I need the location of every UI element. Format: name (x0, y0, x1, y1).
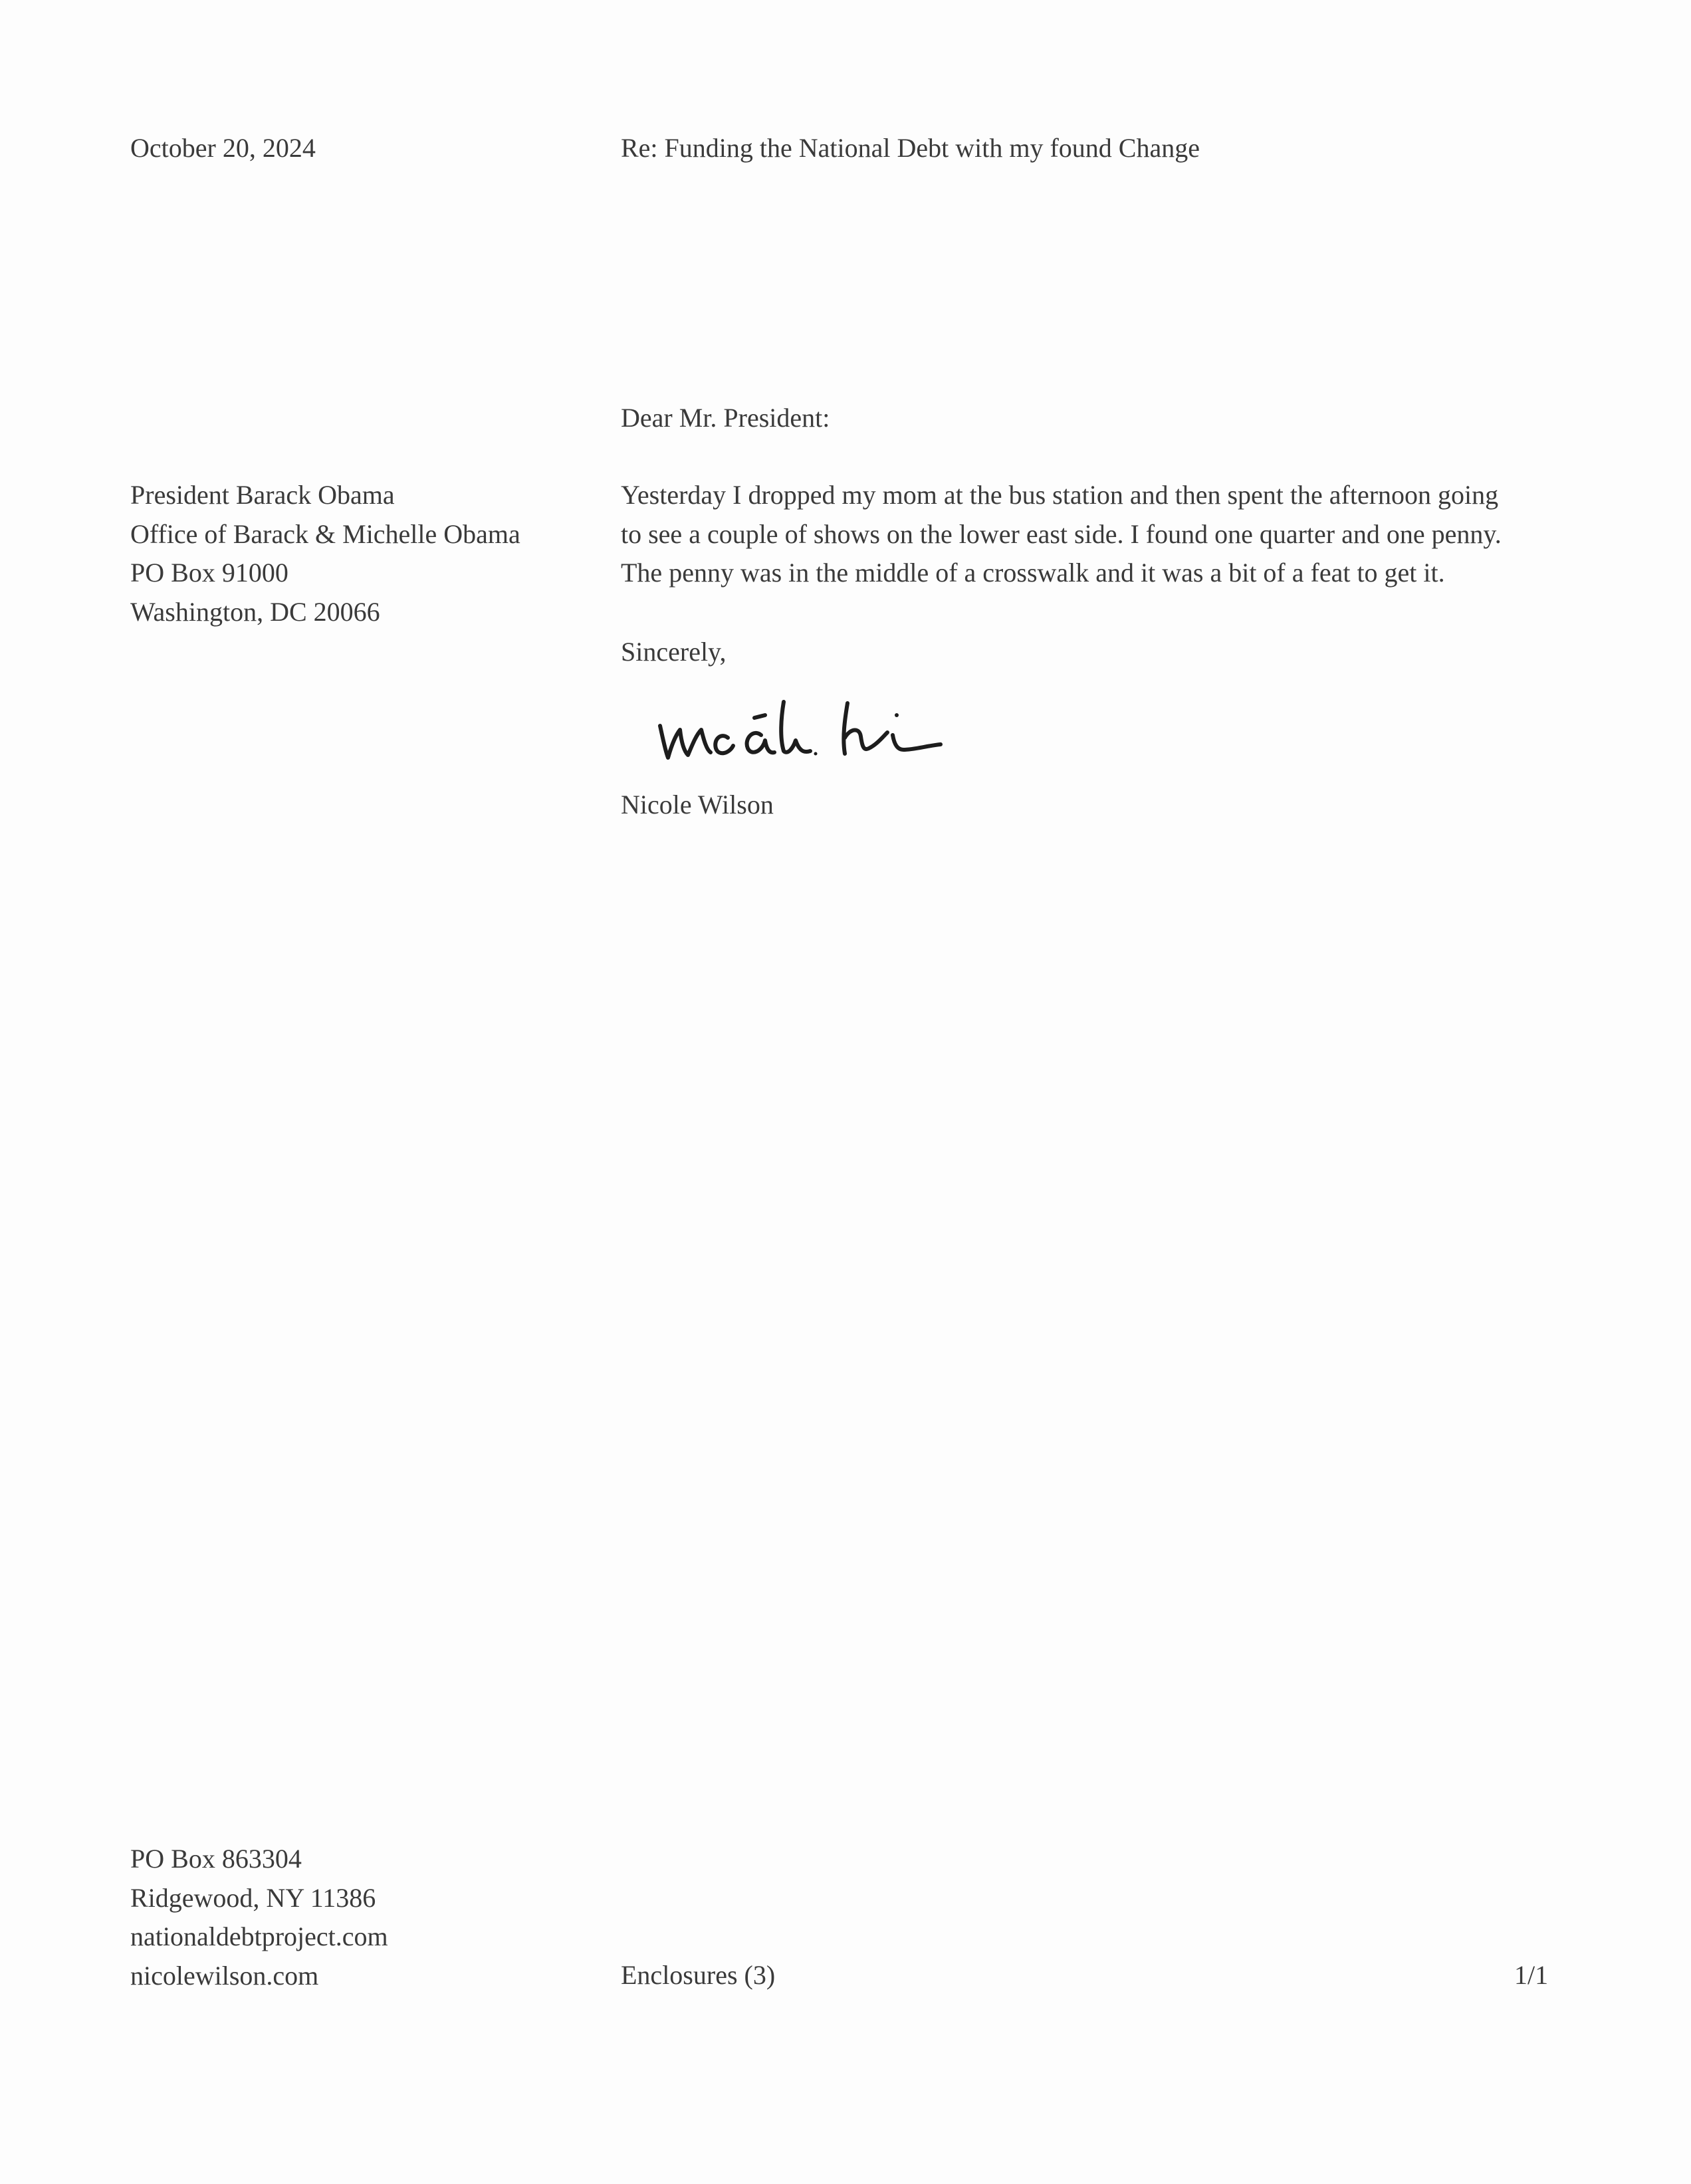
salutation: Dear Mr. President: (621, 403, 830, 433)
recipient-line: Office of Barack & Michelle Obama (130, 518, 520, 549)
sender-address (130, 1840, 388, 1995)
enclosures-note: Enclosures (3) (621, 1960, 776, 1990)
body-line: The penny was in the middle of a crosswalk and it was a bit of a feat to get it. (621, 558, 1445, 588)
page-number: 1/1 (1514, 1960, 1549, 1990)
letter-subject: Re: Funding the National Debt with my found Change (621, 133, 1200, 163)
body-line: Yesterday I dropped my mom at the bus station and then spent the afternoon going (621, 480, 1499, 510)
recipient-line: PO Box 91000 (130, 558, 288, 588)
sender-line: PO Box 863304 (130, 1844, 302, 1874)
closing: Sincerely, (621, 637, 727, 667)
signer-name: Nicole Wilson (621, 790, 774, 819)
signature-image (648, 685, 994, 771)
body-line: to see a couple of shows on the lower east side. I found one quarter and one penny. (621, 518, 1502, 549)
recipient-line: President Barack Obama (130, 480, 395, 510)
recipient-line: Washington, DC 20066 (130, 596, 380, 627)
sender-line: Ridgewood, NY 11386 (130, 1882, 376, 1913)
sender-line: nicolewilson.com (130, 1960, 319, 1991)
letter-body (621, 476, 1502, 593)
letter-date: October 20, 2024 (130, 133, 316, 163)
sender-line: nationaldebtproject.com (130, 1921, 388, 1951)
recipient-address (130, 476, 520, 631)
